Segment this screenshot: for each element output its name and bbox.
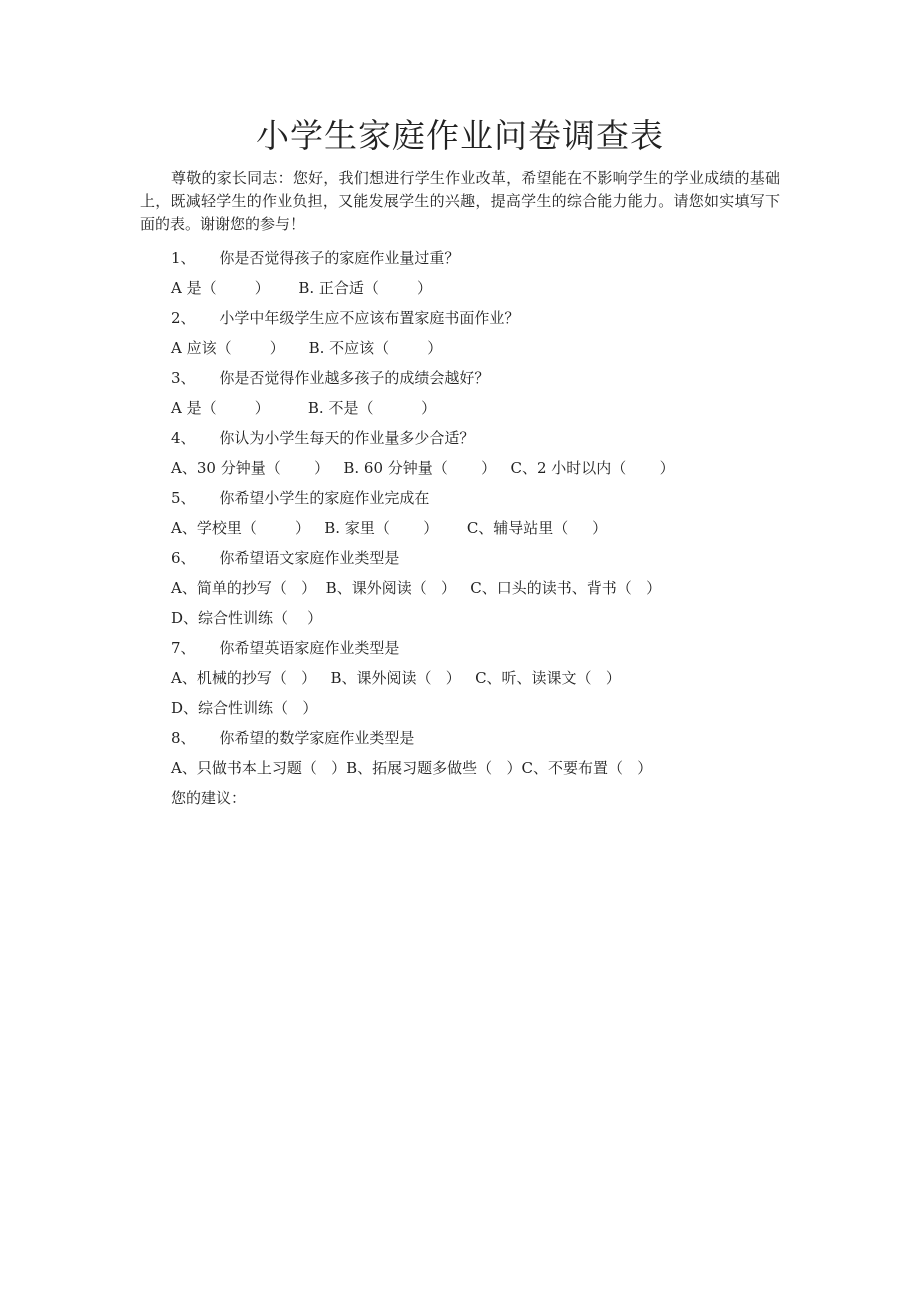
answer-options-7b: D、综合性训练（ ） — [171, 699, 318, 717]
question-8: 8、 你希望的数学家庭作业类型是 — [171, 729, 415, 747]
question-6: 6、 你希望语文家庭作业类型是 — [171, 549, 400, 567]
answer-options-6a: A、简单的抄写（ ） B、课外阅读（ ） C、口头的读书、背书（ ） — [171, 579, 662, 597]
question-5: 5、 你希望小学生的家庭作业完成在 — [171, 489, 430, 507]
question-2: 2、 小学中年级学生应不应该布置家庭书面作业？ — [171, 309, 520, 327]
answer-options-3: A 是（ ） B. 不是（ ） — [171, 399, 437, 417]
answer-options-5: A、学校里（ ） B. 家里（ ） C、辅导站里（ ） — [171, 519, 608, 537]
question-1: 1、 你是否觉得孩子的家庭作业量过重？ — [171, 249, 460, 267]
answer-options-7a: A、机械的抄写（ ） B、课外阅读（ ） C、听、读课文（ ） — [171, 669, 621, 687]
question-4: 4、 你认为小学生每天的作业量多少合适？ — [171, 429, 475, 447]
answer-options-4: A、30 分钟量（ ） B. 60 分钟量（ ） C、2 小时以内（ ） — [171, 459, 675, 477]
answer-options-1: A 是（ ） B. 正合适（ ） — [171, 279, 433, 297]
question-7: 7、 你希望英语家庭作业类型是 — [171, 639, 400, 657]
answer-options-2: A 应该（ ） B. 不应该（ ） — [171, 339, 443, 357]
intro-paragraph: 尊敬的家长同志：您好，我们想进行学生作业改革，希望能在不影响学生的学业成绩的基础上，既减轻学生的作业负担，又能发展学生的兴趣，提高学生的综合能力能力。请您如实填写下面的表。谢谢您的参与！ — [140, 169, 780, 233]
suggestion-label: 您的建议： — [171, 789, 247, 807]
answer-options-6b: D、综合性训练（ ） — [171, 609, 323, 627]
answer-options-8: A、只做书本上习题（ ）B、拓展习题多做些（ ）C、不要布置（ ） — [171, 759, 653, 777]
question-3: 3、 你是否觉得作业越多孩子的成绩会越好？ — [171, 369, 490, 387]
document-title: 小学生家庭作业问卷调查表 — [256, 116, 664, 155]
